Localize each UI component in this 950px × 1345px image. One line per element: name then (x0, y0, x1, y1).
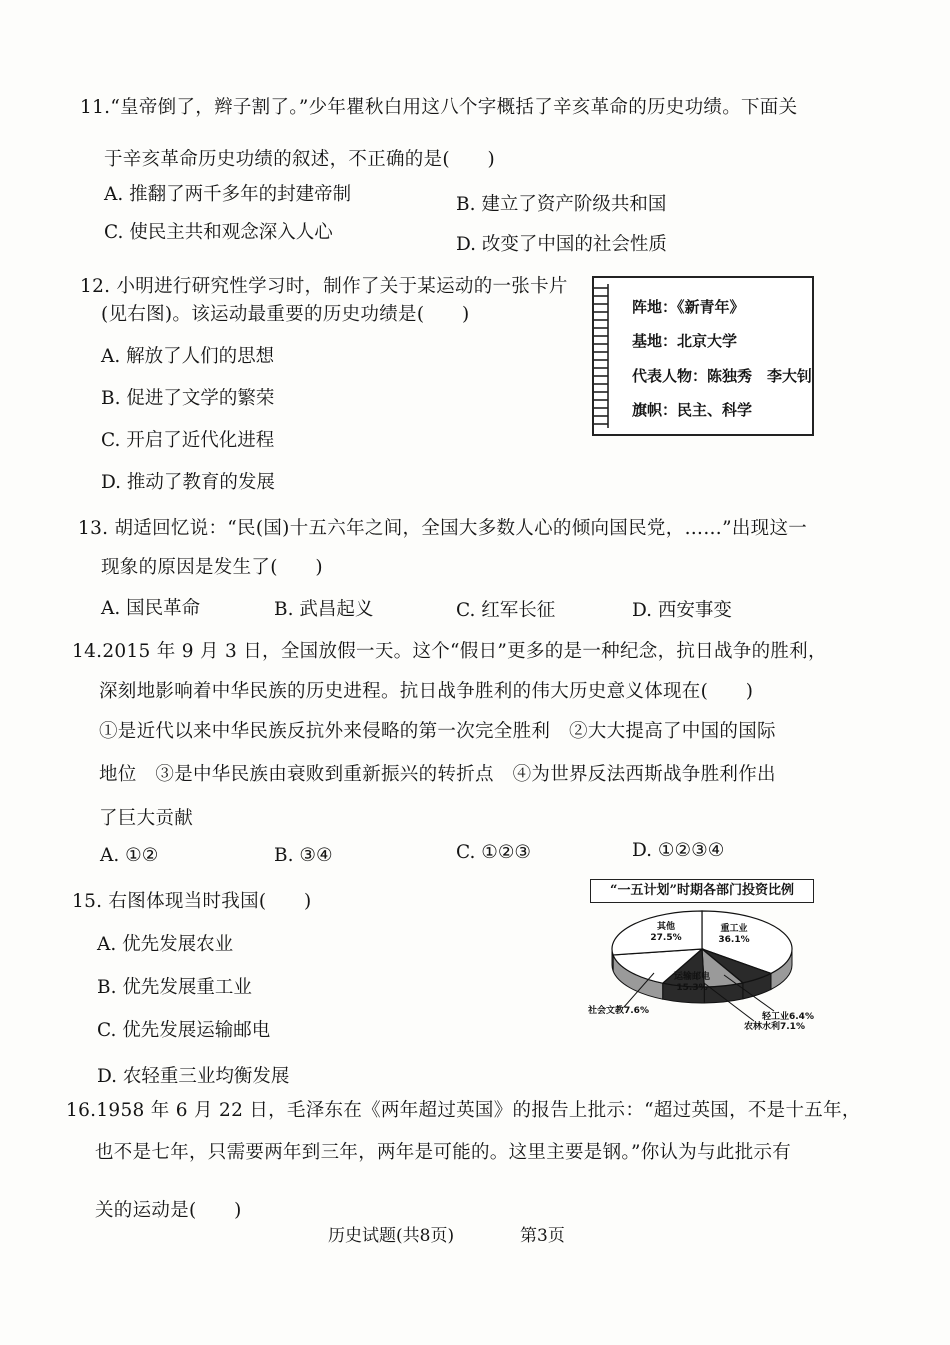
q11-stem-line1: 11.“皇帝倒了，辫子割了。”少年瞿秋白用这八个字概括了辛亥革命的历史功绩。下面关 (80, 97, 798, 118)
card-row-banner: 旗帜：民主、科学 (632, 401, 753, 419)
pie-slice-0-name-label: 重工业 (720, 924, 748, 934)
q16-stem-line1: 16.1958 年 6 月 22 日，毛泽东在《两年超过英国》的报告上批示：“超过英国，不是十五年， (66, 1100, 861, 1121)
q13-option-b[interactable]: B. 武昌起义 (274, 599, 374, 620)
q11-stem-line2: 于辛亥革命历史功绩的叙述，不正确的是( ) (104, 149, 496, 170)
q15-stem-line1: 15. 右图体现当时我国( ) (72, 891, 312, 912)
q14-stem-line4: 地位 ③是中华民族由衰败到重新振兴的转折点 ④为世界反法西斯战争胜利作出 (99, 764, 776, 785)
q15-option-b[interactable]: B. 优先发展重工业 (97, 977, 252, 998)
q12-stem-line2: (见右图)。该运动最重要的历史功绩是( ) (101, 304, 470, 325)
footer-subject: 历史试题(共8页) (328, 1226, 455, 1246)
q12-stem-line1: 12. 小明进行研究性学习时，制作了关于某运动的一张卡片 (80, 276, 568, 297)
q12-option-c[interactable]: C. 开启了近代化进程 (101, 430, 275, 451)
q13-option-d[interactable]: D. 西安事变 (632, 600, 732, 621)
pie-slice-5-name-label: 其他 (656, 922, 676, 932)
q11-option-b[interactable]: B. 建立了资产阶级共和国 (456, 194, 667, 215)
q14-stem-line3: ①是近代以来中华民族反抗外来侵略的第一次完全胜利 ②大大提高了中国的国际 (99, 721, 776, 742)
notebook-rings-icon (592, 282, 614, 428)
pie-slice-2-value-label: 农林水利7.1% (744, 1022, 805, 1032)
q14-option-b[interactable]: B. ③④ (274, 845, 333, 866)
q16-stem-line3: 关的运动是( ) (95, 1200, 242, 1221)
q15-option-a[interactable]: A. 优先发展农业 (97, 934, 234, 955)
card-row-figures: 代表人物：陈独秀 李大钊 (632, 367, 813, 385)
investment-pie-chart (584, 903, 820, 1033)
q11-option-d[interactable]: D. 改变了中国的社会性质 (456, 234, 667, 255)
q13-stem-line2: 现象的原因是发生了( ) (101, 557, 323, 578)
q15-option-d[interactable]: D. 农轻重三业均衡发展 (97, 1066, 290, 1087)
q14-stem-line2: 深刻地影响着中华民族的历史进程。抗日战争胜利的伟大历史意义体现在( ) (99, 681, 754, 702)
footer-page-number: 第3页 (520, 1226, 565, 1246)
card-row-base: 基地：北京大学 (632, 332, 738, 350)
pie-slice-0-value-label: 36.1% (718, 935, 750, 945)
q13-stem-line1: 13. 胡适回忆说：“民(国)十五六年之间，全国大多数人心的倾向国民党，……”出现这一 (78, 518, 808, 539)
q12-option-b[interactable]: B. 促进了文学的繁荣 (101, 388, 275, 409)
pie-slice-5-value-label: 27.5% (650, 933, 682, 943)
pie-slice-4-value-label: 15.3% (676, 983, 708, 993)
q14-option-d[interactable]: D. ①②③④ (632, 840, 725, 861)
q13-option-c[interactable]: C. 红军长征 (456, 600, 556, 621)
q13-option-a[interactable]: A. 国民革命 (101, 598, 201, 619)
q14-option-a[interactable]: A. ①② (100, 845, 159, 866)
q11-option-c[interactable]: C. 使民主共和观念深入人心 (104, 222, 333, 243)
pie-slice-3-value-label: 社会文教7.6% (588, 1006, 649, 1016)
movement-card (592, 276, 814, 436)
pie-slice-1-value-label: 轻工业6.4% (762, 1012, 814, 1022)
pie-slice-4-name-label: 运输邮电 (673, 972, 711, 982)
q16-stem-line2: 也不是七年，只需要两年到三年，两年是可能的。这里主要是钢。”你认为与此批示有 (95, 1142, 792, 1163)
q15-option-c[interactable]: C. 优先发展运输邮电 (97, 1020, 271, 1041)
chart-title: “一五计划”时期各部门投资比例 (590, 879, 814, 903)
q14-stem-line5: 了巨大贡献 (99, 808, 194, 829)
q12-option-a[interactable]: A. 解放了人们的思想 (101, 346, 275, 367)
card-row-position: 阵地：《新青年》 (632, 298, 745, 316)
q12-option-d[interactable]: D. 推动了教育的发展 (101, 472, 275, 493)
q14-option-c[interactable]: C. ①②③ (456, 842, 532, 863)
q14-stem-line1: 14.2015 年 9 月 3 日，全国放假一天。这个“假日”更多的是一种纪念，抗日战争的胜利， (72, 641, 827, 662)
q11-option-a[interactable]: A. 推翻了两千多年的封建帝制 (104, 184, 352, 205)
